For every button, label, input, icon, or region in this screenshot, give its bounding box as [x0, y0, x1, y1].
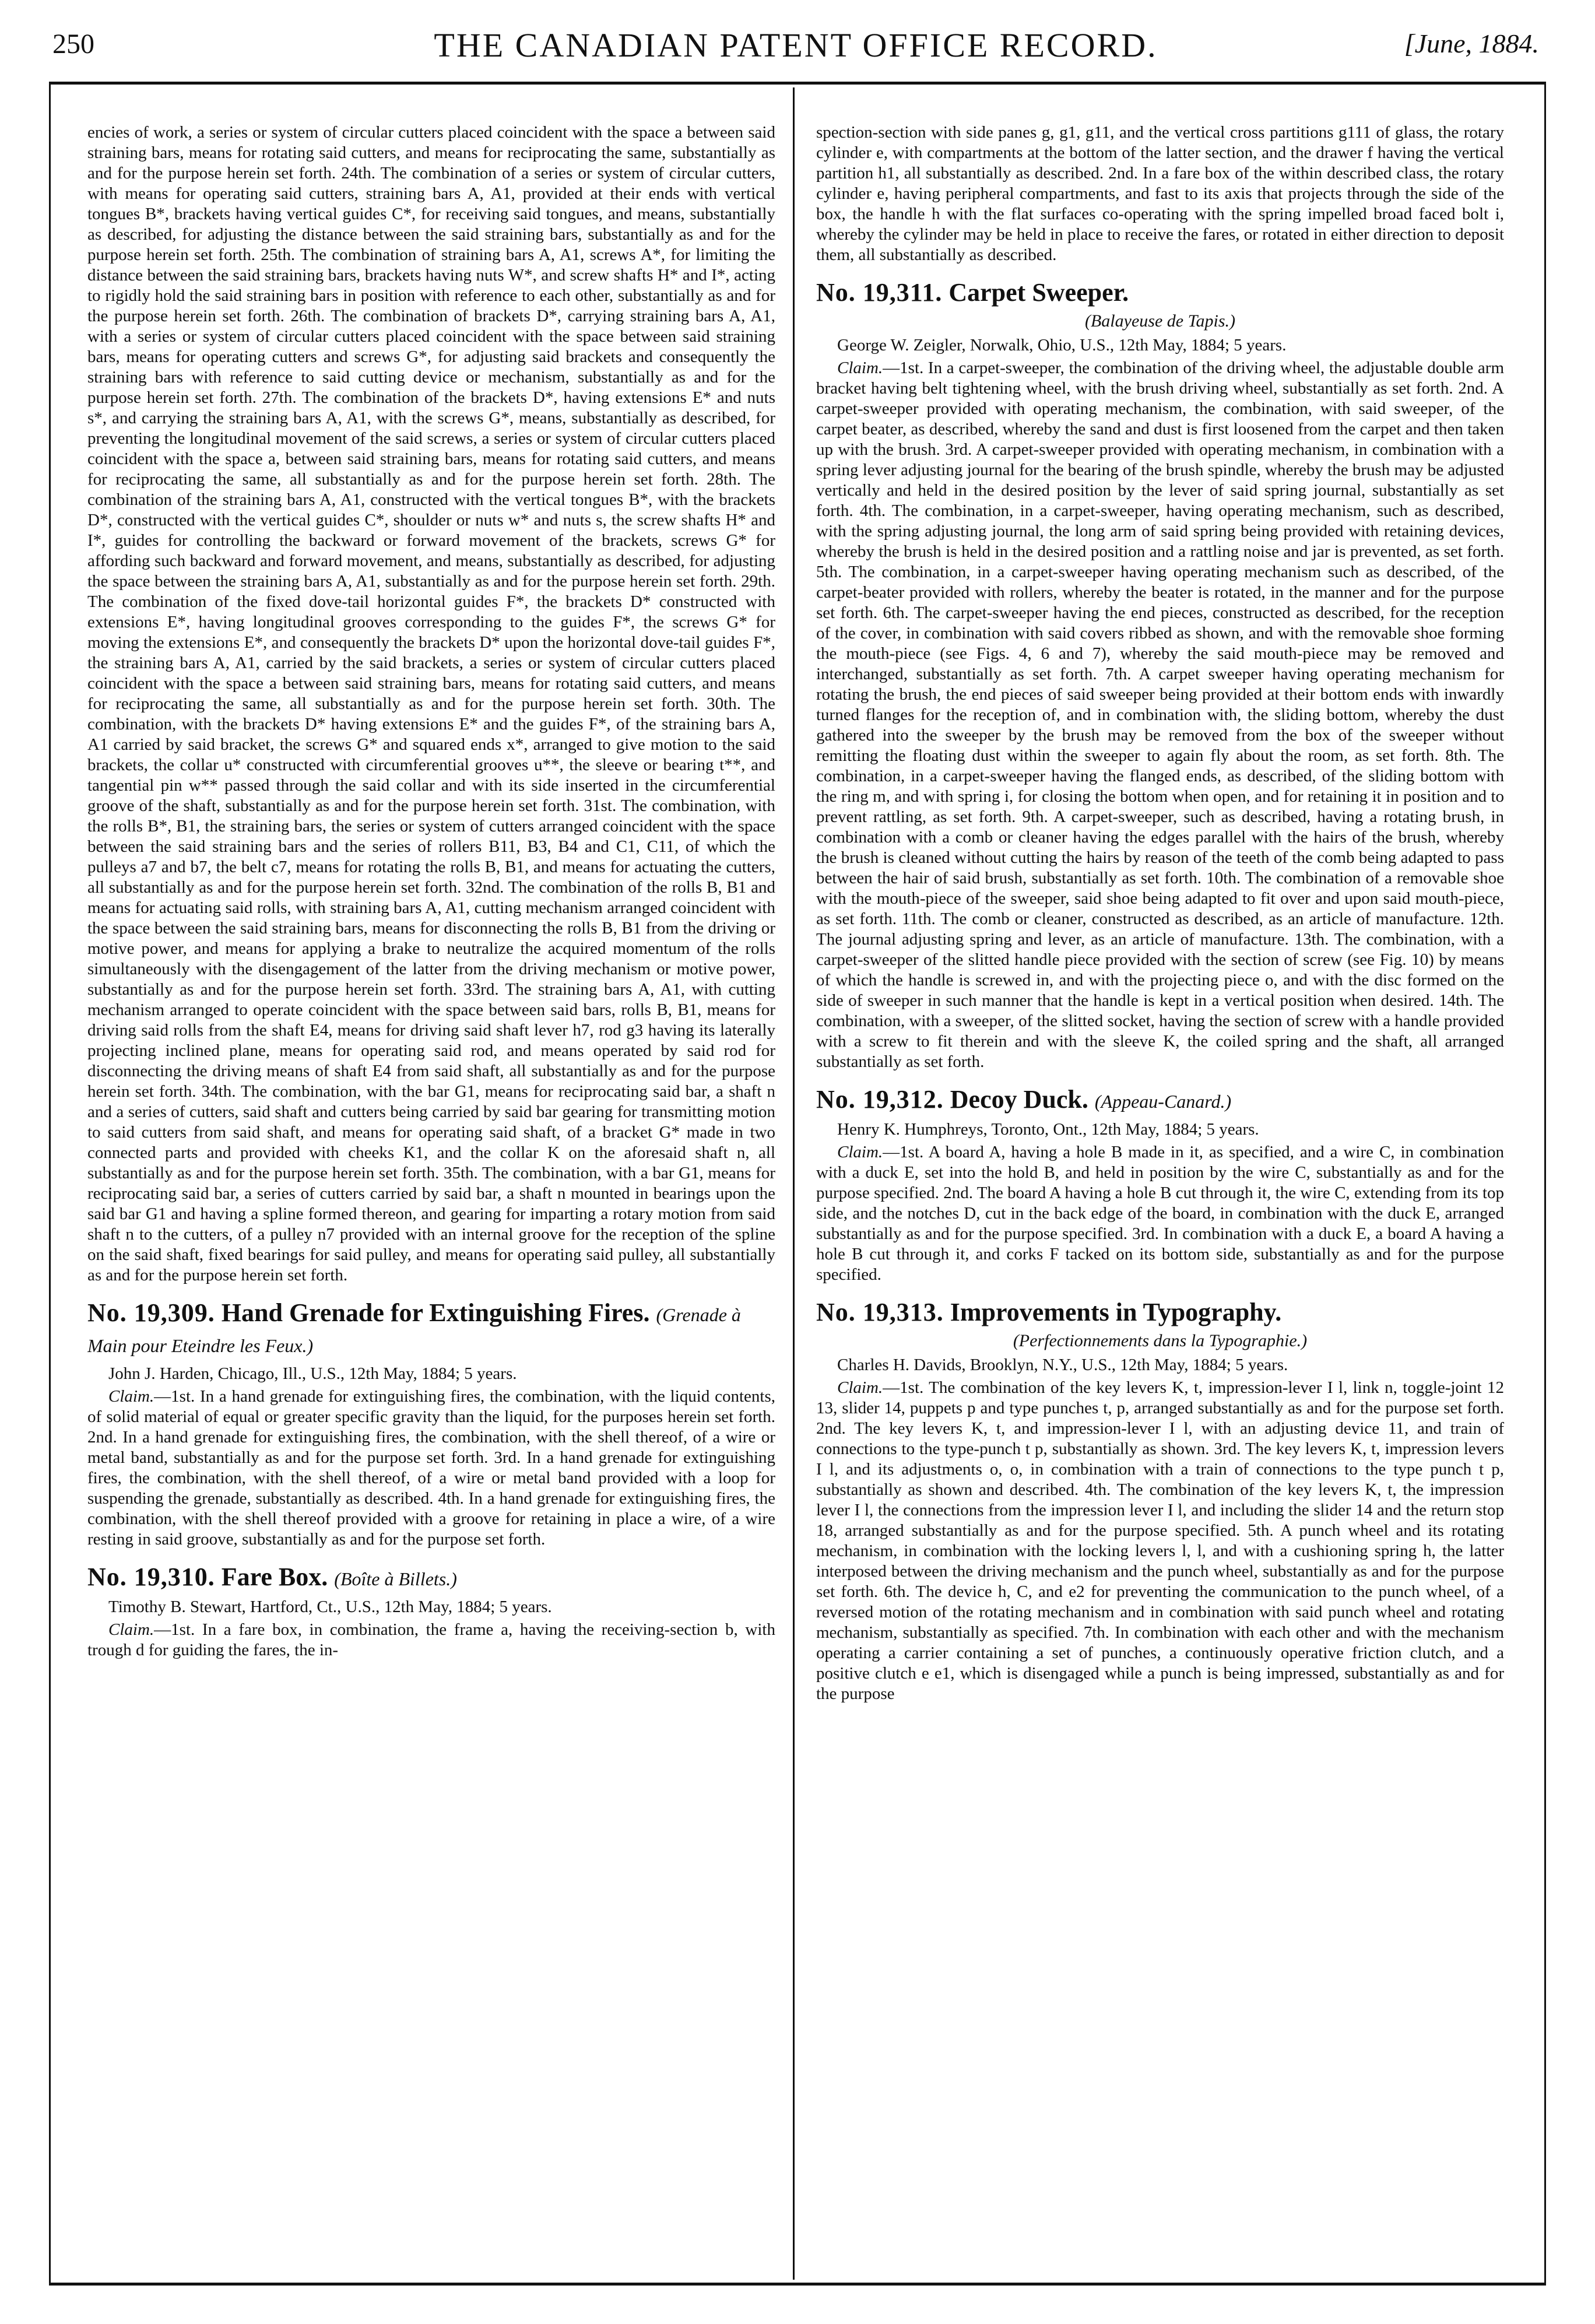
patent-french-title: (Grenade à Main pour Eteindre les Feux.): [87, 1304, 741, 1356]
claim-body: —1st. A board A, having a hole B made in it, as specified, and a wire C, in combination with a duck E, set into the hold B, and held in position by the wire C, substantially as and for the purpose specified. 2nd. The board A having a hole B cut through it, the wire C, extending from its top side, and the notches D, cut in the back edge of the board, in combination with the duck E, arranged substantially as and for the purpose specified. 3rd. In combination with a duck E, a board A having a hole B cut through it, and corks F tacked on its bottom side, substantially as and for the purpose specified.: [816, 1143, 1504, 1284]
patent-heading: [816, 1298, 1504, 1327]
patent-number: No. 19,312.: [816, 1085, 944, 1114]
patentee-line: John J. Harden, Chicago, Ill., U.S., 12th May, 1884; 5 years.: [108, 1364, 517, 1383]
patent-heading: [87, 1563, 775, 1593]
patent-heading: [87, 1298, 775, 1360]
issue-date: [June, 1884.: [1404, 29, 1539, 58]
patent-heading: [816, 1085, 1504, 1116]
patent-entry: [87, 1298, 775, 1550]
patentee-line: Timothy B. Stewart, Hartford, Ct., U.S., 12th May, 1884; 5 years.: [108, 1598, 552, 1616]
patent-french-title: (Perfectionnements dans la Typographie.): [1013, 1331, 1308, 1350]
claim-label: Claim.: [837, 359, 883, 377]
patentee-line: Charles H. Davids, Brooklyn, N.Y., U.S., 12th May, 1884; 5 years.: [837, 1356, 1288, 1374]
claim-text: [816, 358, 1504, 1072]
patentee-line: George W. Zeigler, Norwalk, Ohio, U.S., 12th May, 1884; 5 years.: [837, 336, 1287, 354]
patent-title: Improvements in Typography.: [950, 1298, 1282, 1326]
claim-label: Claim.: [108, 1620, 154, 1639]
right-column: [816, 122, 1504, 2268]
claim-text: [816, 1142, 1504, 1285]
patentee-line: Henry K. Humphreys, Toronto, Ont., 12th May, 1884; 5 years.: [837, 1120, 1259, 1139]
claim-label: Claim.: [108, 1387, 154, 1406]
continued-claims-text: spection-section with side panes g, g1, g11, and the vertical cross partitions g111 of glass, the rotary cylinder e, with compartments at the bottom of the latter section, and the drawer f having the vertical partition h1, all substantially as described. 2nd. In a fare box of the within described class, the rotary cylinder e, having peripheral compartments, and fast to its axis that projects through the side of the box, the handle h with the flat surfaces co-operating with the spring impelled broad faced bolt i, whereby the cylinder may be held in place to receive the fares, or rotated in either direction to deposit them, all substantially as described.: [816, 123, 1504, 264]
column-divider: [793, 87, 795, 2280]
patent-title: Fare Box.: [221, 1563, 328, 1591]
patent-entry: [87, 1563, 775, 1660]
patent-number: No. 19,311.: [816, 278, 943, 307]
patent-entry: [816, 1085, 1504, 1285]
claim-label: Claim.: [837, 1143, 883, 1161]
claim-text: [816, 1378, 1504, 1704]
continued-claims-text: encies of work, a series or system of circular cutters placed coincident with the space a between said straining bars, means for rotating said cutters, and means for reciprocating the same, substantially as and for the purpose herein set forth. 24th. The combination of a series or system of circular cutters, with means for operating said cutters, straining bars A, A1, provided at their ends with vertical tongues B*, brackets having vertical guides C*, for receiving said tongues, and means, substantially as described, for adjusting the distance between the said straining bars, substantially as and for the purpose herein set forth. 25th. The combination of straining bars A, A1, screws A*, for limiting the distance between the said straining bars, brackets having nuts W*, and screw shafts H* and I*, acting to rigidly hold the said straining bars in position with reference to each other, substantially as and for the purpose herein set forth. 26th. The combination of brackets D*, carrying straining bars A, A1, with a series or system of circular cutters placed coincident with the space between said straining bars, means for operating cutters and screws G*, for adjusting said brackets and consequently the straining bars with reference to said cutting device or mechanism, substantially as and for the purpose herein set forth. 27th. The combination of the brackets D*, having extensions E* and nuts s*, and carrying the straining bars A, A1, with the screws G*, means, substantially as described, for preventing the longitudinal movement of the said screws, a series or system of circular cutters placed coincident with the space a, between said straining bars, means for rotating said cutters, and means for reciprocating the same, all substantially as and for the purpose herein set forth. 28th. The combination of the straining bars A, A1, constructed with the vertical tongues B*, with the brackets D*, constructed with the vertical guides C*, shoulder or nuts w* and nuts s, the screw shafts H* and I*, guides for controlling the backward or forward movement of the brackets, screws G* for affording such backward and forward movement, and means, substantially as described, for adjusting the space between the straining bars A, A1, substantially as and for the purpose herein set forth. 29th. The combination of the fixed dove-tail horizontal guides F*, the brackets D* constructed with extensions E*, having longitudinal grooves corresponding to the guides F*, the screws G* for moving the extensions E*, and consequently the brackets D* upon the horizontal dove-tail guides F*, the straining bars A, A1, carried by the said brackets, a series or system of circular cutters placed coincident with the space a between said straining bars, means for rotating said cutters, and means for reciprocating the same, all substantially as and for the purpose herein set forth. 30th. The combination, with the brackets D* having extensions E* and the guides F*, of the straining bars A, A1 carried by said bracket, the screws G* and squared ends x*, arranged to give motion to the said brackets, the collar u* constructed with circumferential grooves u**, the sleeve or bearing t**, and tangential pin w** passed through the said collar and with its side inserted in the circumferential groove of the shaft, substantially as and for the purpose herein set forth. 31st. The combination, with the rolls B*, B1, the straining bars, the series or system of cutters arranged coincident with the space between the said straining bars and the series of rollers B11, B3, B4 and C1, C11, of which the pulleys a7 and b7, the belt c7, means for rotating the rolls B, B1, and means for actuating the cutters, all substantially as and for the purpose herein set forth. 32nd. The combination of the rolls B, B1 and means for actuating said rolls, with straining bars A, A1, cutting mechanism arranged coincident with the space between the said straining bars, means for disconnecting the rolls B, B1 from the driving or motive power, and means for applying a brake to neutralize the acquired momentum of the rolls simultaneously with the disengagement of the latter from the driving mechanism or motive power, substantially as and for the purpose herein set forth. 33rd. The straining bars A, A1, with cutting mechanism arranged to operate coincident with the space between said bars, rolls B, B1, means for driving said rolls from the shaft E4, means for driving said shaft lever h7, rod g3 having its laterally projecting inclined plane, means for operating said rod, and means operated by said rod for disconnecting the driving means of shaft E4 from said shaft, all substantially as and for the purpose herein set forth. 34th. The combination, with the bar G1, means for reciprocating said bar, a shaft n and a series of cutters, said shaft and cutters being carried by said bar gearing for transmitting motion to said cutters from said shaft, and means for operating said shaft, of a bracket G* made in two connected parts and provided with cheeks K1, and the collar K on the aforesaid shaft n, all substantially as and for the purpose herein set forth. 35th. The combination, with a bar G1, means for reciprocating said bar, a series of cutters carried by said bar, a shaft n mounted in bearings upon the said bar G1 and having a spline formed thereon, and gearing for imparting a rotary motion from said shaft n to the cutters, of a pulley n7 provided with an internal groove for the reception of the spline on the said shaft, fixed bearings for said pulley, and means for operating said pulley, all substantially as and for the purpose herein set forth.: [87, 123, 775, 1284]
patent-title: Decoy Duck.: [950, 1085, 1088, 1114]
patent-entry: [816, 278, 1504, 1072]
patent-french-title: (Appeau-Canard.): [1094, 1091, 1232, 1112]
claim-text: [87, 1386, 775, 1550]
claim-body: —1st. The combination of the key levers K, t, impression-lever I l, link n, toggle-joint 12 13, slider 14, puppets p and type punches t, p, arranged substantially as and for the purpose set forth. 2nd. The key levers K, t, and impression-lever I l, with an adjusting device 11, and train of connections to the type-punch t p, substantially as shown. 3rd. The key levers K, t, impression levers I l, and its adjustments o, o, in combination with a train of connections to the type punch t p, substantially as shown and described. 4th. The combination of the key levers K, t, the impression lever I l, the connections from the impression lever I l, and including the slider 14 and the return stop 18, arranged substantially as and for the purpose specified. 5th. A punch wheel and its rotating mechanism, in combination with the locking levers l, l, and with a cushioning spring h, the latter interposed between the driving mechanism and the punch wheel, substantially as and for the purpose set forth. 6th. The device h, C, and e2 for preventing the communication to the punch wheel, of a reversed motion of the rotating mechanism and in combination with said punch wheel and rotating mechanism, substantially as specified. 7th. In combination with each other and with the mechanism operating a carrier containing a set of punches, a continuously operative friction clutch, and a positive clutch e e1, which is disengaged while a punch is being impressed, substantially as and for the purpose: [816, 1378, 1504, 1703]
patent-number: No. 19,310.: [87, 1563, 215, 1591]
patent-number: No. 19,309.: [87, 1298, 215, 1327]
patent-title: Hand Grenade for Extinguishing Fires.: [221, 1298, 650, 1327]
patent-entry: [816, 1298, 1504, 1704]
page-number: 250: [52, 29, 94, 59]
journal-title: THE CANADIAN PATENT OFFICE RECORD.: [434, 26, 1158, 64]
patent-french-title: (Balayeuse de Tapis.): [1084, 311, 1236, 331]
claim-text: [87, 1620, 775, 1660]
claim-label: Claim.: [837, 1378, 883, 1397]
patent-heading: [816, 278, 1504, 307]
claim-body: —1st. In a hand grenade for extinguishing fires, the combination, with the liquid contents, of solid material of equal or greater specific gravity than the liquid, for the purposes herein set forth. 2nd. In a hand grenade for extinguishing fires, the combination, with the shell thereof, of a wire or metal band, substantially as and for the purpose set forth. 3rd. In a hand grenade for extinguishing fires, the combination, with the shell thereof, of a wire or metal band provided with a loop for suspending the grenade, substantially as described. 4th. In a hand grenade for extinguishing fires, the combination, with the shell thereof provided with a groove for retaining in place a wire, of a wire resting in said groove, substantially as and for the purpose set forth.: [87, 1387, 775, 1549]
patent-title: Carpet Sweeper.: [948, 278, 1129, 307]
left-column: [87, 122, 775, 2268]
page-header: [47, 17, 1545, 70]
patent-french-title: (Boîte à Billets.): [334, 1568, 457, 1589]
claim-body: —1st. In a carpet-sweeper, the combination of the driving wheel, the adjustable double arm bracket having belt tightening wheel, with the brush driving wheel, substantially as set forth. 2nd. A carpet-sweeper provided with operating mechanism, the combination, with said sweeper, of the carpet beater, as described, whereby the sand and dust is first loosened from the carpet and then taken up with the brush. 3rd. A carpet-sweeper provided with operating mechanism, in combination with a spring lever adjusting journal for the bearing of the brush spindle, whereby the brush may be adjusted vertically and held in the desired position by the lever of said spring journal, substantially as set forth. 4th. The combination, in a carpet-sweeper, having operating mechanism, such as described, with the spring adjusting journal, the long arm of said spring being provided with retaining devices, whereby the brush is held in the desired position and a rattling noise and jar is prevented, as set forth. 5th. The combination, in a carpet-sweeper having operating mechanism such as described, of the carpet-beater provided with rollers, whereby the beater is rotated, in the manner and for the purpose set forth. 6th. The carpet-sweeper having the end pieces, constructed as described, for the reception of the cover, in combination with said covers ribbed as shown, and with the removable shoe forming the mouth-piece (see Figs. 4, 6 and 7), whereby the said mouth-piece may be removed and interchanged, substantially as set forth. 7th. A carpet sweeper having operating mechanism for rotating the brush, the end pieces of said sweeper being provided at their bottom ends with inwardly turned flanges for the reception of, and in combination with, the sliding bottom, whereby the dust gathered into the sweeper by the brush may be removed from the box of the sweeper without remitting the floating dust within the sweeper to again fly about the room, as set forth. 8th. The combination, in a carpet-sweeper having the flanged ends, as described, of the sliding bottom with the ring m, and with spring i, for closing the bottom when open, and for retaining it in position and to prevent rattling, as set forth. 9th. A carpet-sweeper, such as described, having a rotating brush, in combination with a comb or cleaner having the edges parallel with the hairs of the brush, whereby the brush is cleaned without cutting the hairs by reason of the teeth of the comb being adapted to pass between the hair of said brush, substantially as set forth. 10th. The combination of a removable shoe with the mouth-piece of the sweeper, said shoe being adapted to fit over and upon said mouth-piece, as set forth. 11th. The comb or cleaner, constructed as described, as an article of manufacture. 12th. The journal adjusting spring and lever, as an article of manufacture. 13th. The combination, with a carpet-sweeper of the slitted handle piece provided with the section of screw (see Fig. 10) by means of which the handle is screwed in, and with the projecting piece o, and with the disc formed on the side of sweeper in such manner that the handle is kept in a vertical position when desired. 14th. The combination, with a sweeper, of the slitted socket, having the section of screw with a handle provided with a screw to fit therein and with the sleeve K, the coiled spring and the shaft, all arranged substantially as set forth.: [816, 359, 1504, 1071]
claim-body: —1st. In a fare box, in combination, the frame a, having the receiving-section b, with trough d for guiding the fares, the in-: [87, 1620, 775, 1659]
patent-number: No. 19,313.: [816, 1298, 944, 1326]
